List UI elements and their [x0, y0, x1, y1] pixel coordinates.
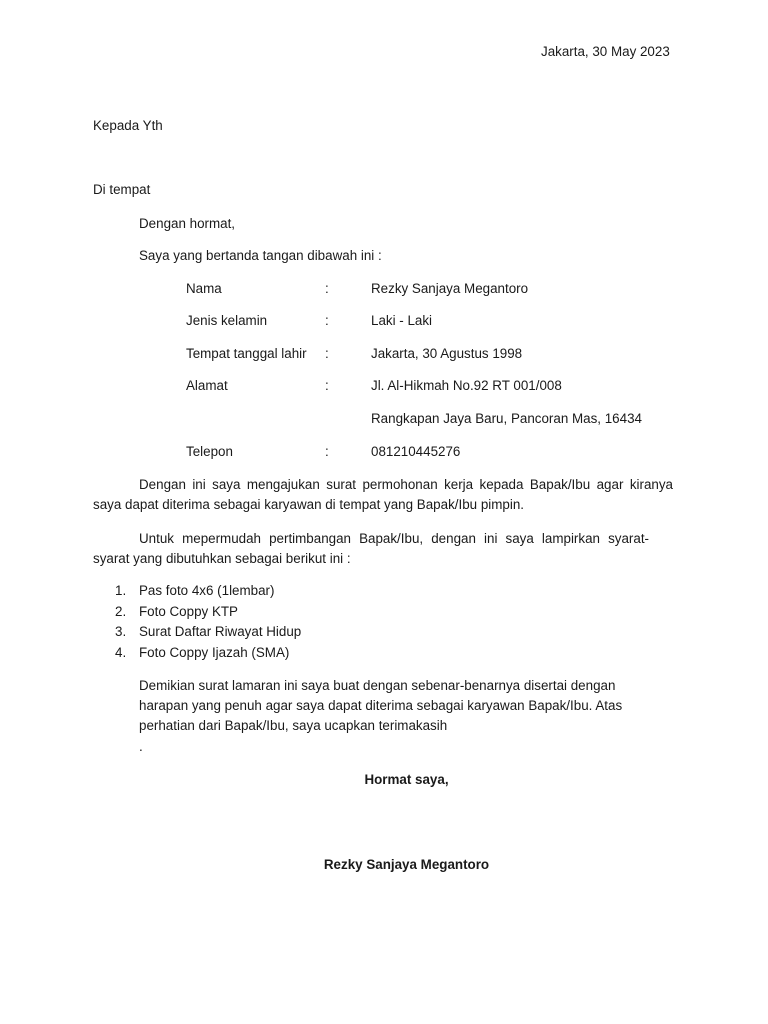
list-item-number: 3. — [115, 624, 127, 639]
closing-paragraph: Demikian surat lamaran ini saya buat dengan sebenar-benarnya disertai dengan harapan yang penuh agar saya dapat diterima sebagai karyawan Bapak/Ibu. Atas perhatian dari Bapak/Ibu, saya ucapkan terimakasih — [139, 678, 623, 733]
list-item-number: 4. — [115, 644, 127, 660]
list-item-number: 2. — [115, 603, 127, 619]
field-row-address — [0, 377, 768, 395]
closing-salutation: Hormat saya, — [364, 772, 449, 787]
field-value: 081210445276 — [371, 444, 461, 459]
field-value: Jakarta, 30 Agustus 1998 — [371, 346, 523, 361]
field-value: Laki - Laki — [371, 313, 433, 328]
field-colon: : — [325, 346, 329, 361]
field-label: Telepon — [186, 444, 233, 459]
field-label: Nama — [186, 281, 222, 296]
field-label: Alamat — [186, 378, 228, 393]
attachments-intro-paragraph: Untuk mepermudah pertimbangan Bapak/Ibu, dengan ini saya lampirkan syarat-syarat yang dibutuhkan sebagai berikut ini : — [93, 531, 649, 566]
list-item-text: Foto Coppy Ijazah (SMA) — [139, 644, 290, 660]
list-item — [0, 622, 768, 643]
greeting: Dengan hormat, — [139, 216, 236, 231]
list-item — [0, 602, 768, 623]
field-colon: : — [325, 378, 329, 393]
intro-line: Saya yang bertanda tangan dibawah ini : — [139, 248, 382, 263]
recipient-line: Kepada Yth — [93, 118, 163, 133]
field-label: Jenis kelamin — [186, 313, 268, 328]
list-item — [0, 643, 768, 664]
field-row-address-cont — [0, 410, 768, 428]
field-row-phone — [0, 443, 768, 461]
field-label: Tempat tanggal lahir — [186, 346, 307, 361]
signer-name: Rezky Sanjaya Megantoro — [323, 857, 490, 872]
field-colon: : — [325, 313, 329, 328]
stray-dot: . — [139, 739, 143, 754]
field-row-birth — [0, 345, 768, 363]
field-colon: : — [325, 444, 329, 459]
list-item-number: 1. — [115, 583, 127, 598]
place-line: Di tempat — [93, 182, 151, 197]
attachments-list — [0, 581, 768, 663]
field-colon: : — [325, 281, 329, 296]
field-row-name — [0, 280, 768, 298]
application-paragraph: Dengan ini saya mengajukan surat permohonan kerja kepada Bapak/Ibu agar kiranya saya dapat diterima sebagai karyawan di tempat yang Bapak/Ibu pimpin. — [93, 477, 673, 512]
field-value: Rezky Sanjaya Megantoro — [371, 281, 529, 296]
list-item-text: Pas foto 4x6 (1lembar) — [139, 583, 275, 598]
list-item-text: Foto Coppy KTP — [139, 603, 238, 619]
letter-date: Jakarta, 30 May 2023 — [541, 44, 670, 59]
field-value: Jl. Al-Hikmah No.92 RT 001/008 — [371, 378, 562, 393]
list-item — [0, 581, 768, 602]
list-item-text: Surat Daftar Riwayat Hidup — [139, 624, 302, 639]
field-row-gender — [0, 312, 768, 330]
field-value: Rangkapan Jaya Baru, Pancoran Mas, 16434 — [371, 411, 642, 426]
